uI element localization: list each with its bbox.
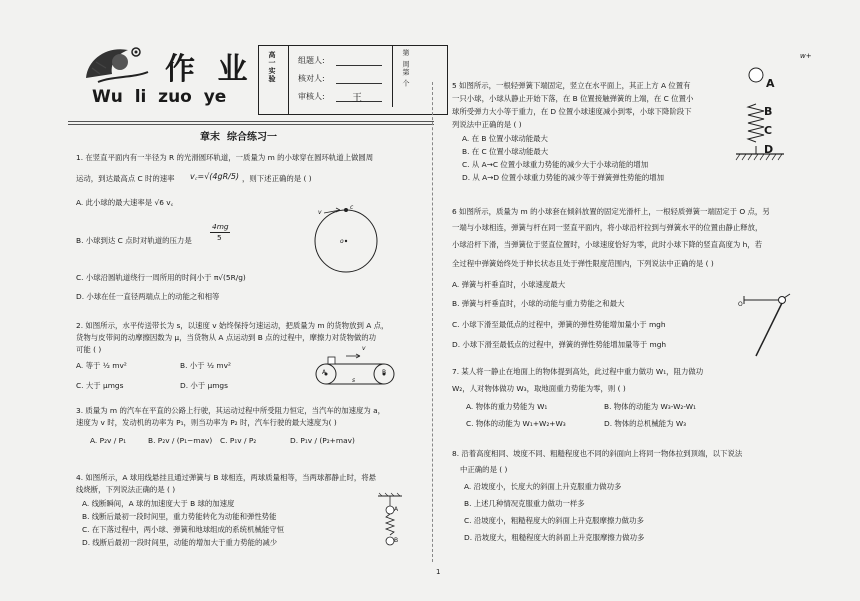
q5-line1: 5 如图所示，一根轻弹簧下端固定，竖立在水平面上，其正上方 A 位置有 [452,81,691,90]
q2-fig-a: A [322,369,327,376]
field-label-checker: 核对人: [298,74,325,83]
q2-line1: 2. 如图所示，水平传送带长为 s，以速度 v 始终保持匀速运动，把质量为 m 的货物放到 A 点， [76,321,389,330]
corner-mark: w+ [800,52,812,60]
field-value-reviewer: 王 [352,93,362,104]
q2-option-b: B. 小于 ½ mv² [180,361,231,370]
q4-line2: 线烧断，下列说法正确的是 ( ) [76,485,176,494]
q5-fig-label-a: A [766,77,775,90]
q1-fig-c: c [350,204,354,211]
q2-fig-s: s [352,377,356,384]
q7-option-b: B. 物体的动能为 W₃-W₂-W₁ [604,402,697,411]
q1-stem: 1. 在竖直平面内有一半径为 R 的光滑圆环轨道，一质量为 m 的小球穿在圆环轨道上做圆周 [76,153,374,162]
q7-option-c: C. 物体的动能为 W₁+W₂+W₃ [466,419,566,428]
q1-option-b-den: 5 [217,233,222,242]
week-label: 第 周第 个 [402,49,410,88]
q2-line2: 货物与皮带间的动摩擦因数为 μ，当货物从 A 点运动到 B 点的过程中，摩擦力对货物做的功 [76,333,377,342]
q5-option-b: B. 在 C 位置小球动能最大 [462,147,549,156]
field-label-compiler: 组题人: [298,56,325,65]
q5-option-a: A. 在 B 位置小球动能最大 [462,134,548,143]
q4-line1: 4. 如图所示，A 球用线悬挂且通过弹簧与 B 球相连，两球质量相等，当两球都静止时，将悬 [76,473,377,482]
page-number: 1 [436,568,441,576]
q5-fig-label-b: B [764,105,773,118]
q1-stem2b: ，则下述正确的是 ( ) [242,174,312,183]
q2-fig-v: v [362,345,366,352]
title-pinyin: Wu li zuo ye [92,87,227,107]
q7-line1: 7. 某人将一静止在地面上的物体提到高处，此过程中重力做功 W₁，阻力做功 [452,367,704,376]
q6-option-c: C. 小球下滑至最低点的过程中，弹簧的弹性势能增加量小于 mgh [452,320,666,329]
field-line-compiler [336,65,382,66]
header-rule-2 [68,124,434,125]
q5-option-d: D. 从 A→D 位置小球重力势能的减少等于弹簧弹性势能的增加 [462,173,665,182]
q8-option-d: D. 沿坡度大，粗糙程度大的斜面上升克服摩擦力做功多 [464,533,645,542]
q6-fig-o: O [738,301,743,308]
q8-option-a: A. 沿坡度小，长度大的斜面上升克服重力做功多 [464,482,622,491]
column-divider [432,82,434,562]
q6-rod-figure [744,294,792,360]
q2-fig-b: B [382,369,387,376]
q2-line3: 可能 ( ) [76,345,102,354]
q7-option-d: D. 物体的总机械能为 W₃ [604,419,687,428]
q3-option-d: D. P₁v / (P₂+mav) [290,436,355,445]
section-title: 章末 综合练习一 [200,132,277,143]
q2-option-c: C. 大于 μmgs [76,381,124,390]
field-label-reviewer: 审核人: [298,92,325,101]
q1-circle-figure [312,205,382,275]
q4-fig-b: B [394,537,399,544]
q1-fig-o: o [340,238,344,245]
q8-line1: 8. 沿着高度相同、坡度不同、粗糙程度也不同的斜面向上将同一物体拉到顶端，以下说法 [452,449,743,458]
title-cn: 作 业 [165,52,254,87]
q4-option-a: A. 线断瞬间，A 球的加速度大于 B 球的加速度 [82,499,235,508]
q2-option-d: D. 小于 μmgs [180,381,228,390]
q4-option-d: D. 线断后最初一段时间里，动能的增加大于重力势能的减少 [82,538,278,547]
q4-fig-a: A [394,506,399,513]
class-label: 高一实验 [268,51,276,83]
q6-option-d: D. 小球下滑至最低点的过程中，弹簧的弹性势能增加量等于 mgh [452,340,667,349]
q6-line2: 一端与小球相连，弹簧与杆在同一竖直平面内，将小球沿杆拉到与弹簧水平的位置由静止释放， [452,223,763,232]
field-line-checker [336,83,382,84]
q3-line1: 3. 质量为 m 的汽车在平直的公路上行驶，其运动过程中所受阻力恒定，当汽车的加速度为 a， [76,406,386,415]
q1-option-a: A. 此小球的最大速率是 √6 v꜀ [76,198,174,207]
header-rule [68,121,434,122]
q1-stem2a: 运动，到达最高点 C 时的速率 [76,174,175,183]
logo-emblem [78,38,158,88]
q3-option-a: A. P₂v / P₁ [90,436,127,445]
q4-spring-figure [376,494,406,556]
q1-fig-v: v [318,209,322,216]
q3-line2: 速度为 v 时，发动机的功率为 P₁，则当功率为 P₂ 时，汽车行驶的最大速度为( ) [76,418,337,427]
week-cell [392,45,421,107]
q1-formula: v꜀=√(4gR/5) [190,172,240,181]
q5-line4: 列说法中正确的是 ( ) [452,120,522,129]
logo-swirl-icon [78,38,158,88]
q5-line3: 球所受弹力大小等于重力，在 D 位置小球速度减小到零，小球下降阶段下 [452,107,692,116]
q4-option-b: B. 线断后最初一段时间里，重力势能转化为动能和弹性势能 [82,512,277,521]
q3-option-c: C. P₁v / P₂ [220,436,257,445]
q3-option-b: B. P₂v / (P₁−mav) [148,436,213,445]
q7-line2: W₂，人对物体做功 W₃，取地面重力势能为零，则 ( ) [452,384,626,393]
q5-fig-label-d: D [764,143,774,156]
q8-line2: 中正确的是 ( ) [460,465,508,474]
q6-line4: 全过程中弹簧始终处于伸长状态且处于弹性限度范围内，下列说法中正确的是 ( ) [452,259,714,268]
q1-option-c: C. 小球沿圆轨道绕行一周所用的时间小于 π√(5R/g) [76,273,246,282]
q6-option-a: A. 弹簧与杆垂直时，小球速度最大 [452,280,566,289]
q1-option-b-num: 4mg [212,222,229,231]
q1-option-b: B. 小球到达 C 点时对轨道的压力是 [76,236,192,245]
class-label-cell [258,45,289,115]
q5-option-c: C. 从 A→C 位置小球重力势能的减少大于小球动能的增加 [462,160,649,169]
q1-option-d: D. 小球在任一直径两端点上的动能之和相等 [76,292,220,301]
q7-option-a: A. 物体的重力势能为 W₁ [466,402,548,411]
q2-option-a: A. 等于 ½ mv² [76,361,127,370]
q4-option-c: C. 在下落过程中，两小球、弹簧和地球组成的系统机械能守恒 [82,525,285,534]
q8-option-b: B. 上述几种情况克服重力做功一样多 [464,499,585,508]
q5-fig-label-c: C [764,124,773,137]
q6-option-b: B. 弹簧与杆垂直时，小球的动能与重力势能之和最大 [452,299,625,308]
q5-line2: 一只小球，小球从静止开始下落，在 B 位置接触弹簧的上端，在 C 位置小 [452,94,694,103]
q8-option-c: C. 沿坡度小，粗糙程度大的斜面上升克服摩擦力做功多 [464,516,644,525]
q6-line3: 小球沿杆下滑，当弹簧位于竖直位置时，小球速度恰好为零，此时小球下降的竖直高度为 h，若 [452,240,763,249]
q6-line1: 6 如图所示，质量为 m 的小球套在倾斜放置的固定光滑杆上，一根轻质弹簧一端固定于 O 点，另 [452,207,770,216]
